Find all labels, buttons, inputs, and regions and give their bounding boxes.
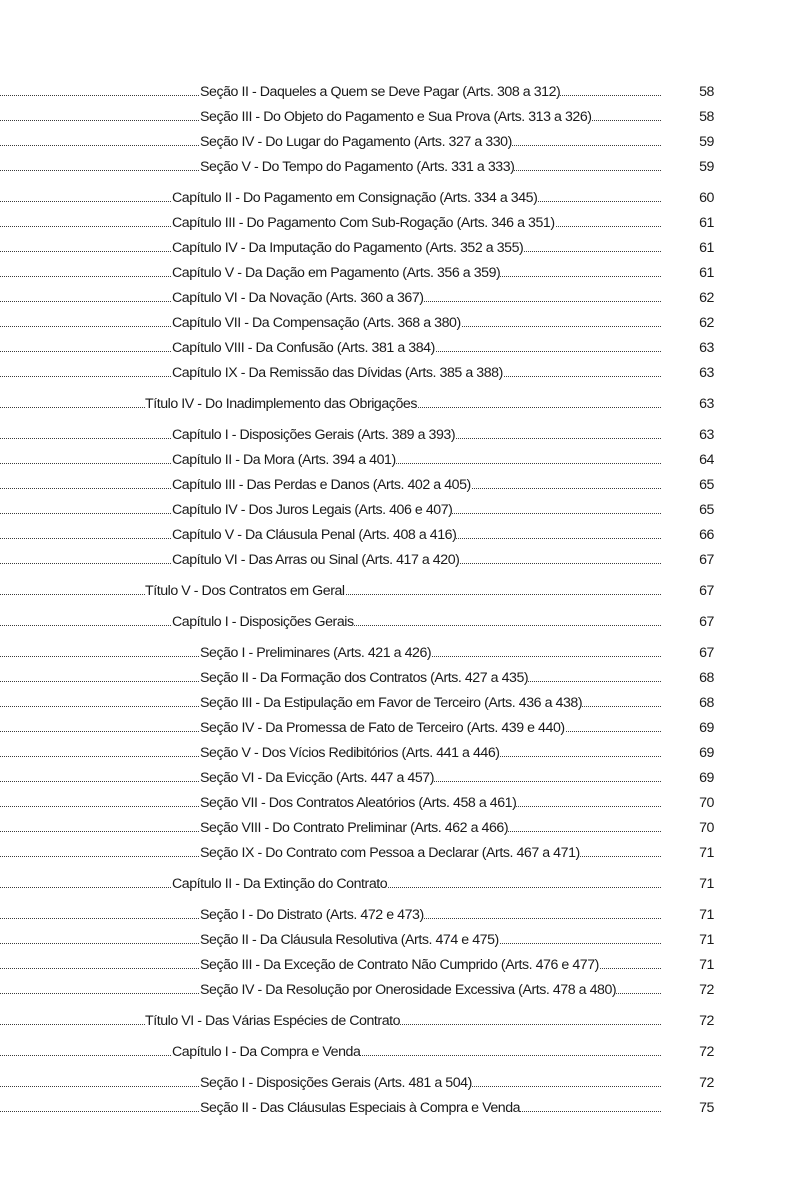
toc-entry-title: Título V - Dos Contratos em Geral [145, 582, 345, 599]
toc-entry-title: Capítulo V - Da Dação em Pagamento (Arts. 356 a 359) [172, 264, 501, 281]
toc-page-number: 67 [699, 613, 714, 630]
toc-entry [0, 765, 800, 790]
toc-entry [0, 422, 800, 447]
toc-entry-title: Seção IX - Do Contrato com Pessoa a Declarar (Arts. 467 a 471) [200, 844, 580, 861]
toc-entry-title: Capítulo I - Disposições Gerais [172, 613, 354, 630]
toc-page-number: 61 [699, 239, 714, 256]
toc-page-number: 61 [699, 214, 714, 231]
toc-page-number: 69 [699, 744, 714, 761]
toc-page-number: 70 [699, 819, 714, 836]
toc-entry-title: Capítulo I - Da Compra e Venda [172, 1043, 361, 1060]
toc-page-number: 59 [699, 133, 714, 150]
toc-entry [0, 104, 800, 129]
toc-page-number: 62 [699, 314, 714, 331]
toc-entry-title: Capítulo VI - Da Novação (Arts. 360 a 367) [172, 289, 424, 306]
toc-page-number: 69 [699, 769, 714, 786]
toc-entry [0, 740, 800, 765]
toc-entry-title: Seção III - Da Estipulação em Favor de Terceiro (Arts. 436 a 438) [200, 694, 583, 711]
toc-page-number: 71 [699, 931, 714, 948]
toc-entry [0, 154, 800, 179]
toc-entry-title: Seção II - Da Formação dos Contratos (Arts. 427 a 435) [200, 669, 529, 686]
toc-page-number: 65 [699, 476, 714, 493]
toc-entry-title: Capítulo IV - Da Imputação do Pagamento (Arts. 352 a 355) [172, 239, 524, 256]
toc-entry-title: Capítulo II - Da Extinção do Contrato [172, 875, 388, 892]
toc-entry-title: Capítulo VII - Da Compensação (Arts. 368 a 380) [172, 314, 461, 331]
toc-entry [0, 1070, 800, 1095]
toc-entry [0, 790, 800, 815]
toc-entry-title: Seção II - Das Cláusulas Especiais à Compra e Venda [200, 1099, 521, 1116]
toc-entry [0, 665, 800, 690]
toc-page-number: 61 [699, 264, 714, 281]
toc-page-number: 67 [699, 644, 714, 661]
toc-page-number: 65 [699, 501, 714, 518]
table-of-contents [0, 79, 800, 1120]
toc-entry [0, 391, 800, 416]
toc-entry [0, 522, 800, 547]
toc-entry [0, 310, 800, 335]
toc-entry-title: Seção I - Preliminares (Arts. 421 a 426) [200, 644, 432, 661]
toc-page-number: 72 [699, 981, 714, 998]
toc-entry [0, 335, 800, 360]
toc-entry-title: Capítulo VI - Das Arras ou Sinal (Arts. 417 a 420) [172, 551, 460, 568]
toc-entry-title: Capítulo III - Do Pagamento Com Sub-Rogação (Arts. 346 a 351) [172, 214, 555, 231]
toc-page-number: 58 [699, 83, 714, 100]
toc-entry-title: Seção I - Do Distrato (Arts. 472 e 473) [200, 906, 424, 923]
toc-entry [0, 578, 800, 603]
toc-entry [0, 260, 800, 285]
toc-entry-title: Seção V - Dos Vícios Redibitórios (Arts. 441 a 446) [200, 744, 500, 761]
toc-entry-title: Título IV - Do Inadimplemento das Obrigações [145, 395, 417, 412]
toc-entry [0, 871, 800, 896]
toc-page-number: 60 [699, 189, 714, 206]
toc-entry-title: Seção IV - Da Resolução por Onerosidade Excessiva (Arts. 478 a 480) [200, 981, 617, 998]
toc-entry [0, 285, 800, 310]
toc-entry-title: Seção VIII - Do Contrato Preliminar (Arts. 462 a 466) [200, 819, 509, 836]
toc-page-number: 72 [699, 1012, 714, 1029]
toc-entry-title: Seção IV - Do Lugar do Pagamento (Arts. 327 a 330) [200, 133, 512, 150]
toc-page-number: 68 [699, 694, 714, 711]
toc-entry-title: Seção I - Disposições Gerais (Arts. 481 a 504) [200, 1074, 472, 1091]
toc-entry [0, 1008, 800, 1033]
toc-page-number: 67 [699, 582, 714, 599]
toc-page-number: 68 [699, 669, 714, 686]
toc-page-number: 66 [699, 526, 714, 543]
toc-entry [0, 185, 800, 210]
toc-entry [0, 447, 800, 472]
toc-page-number: 71 [699, 956, 714, 973]
toc-page-number: 69 [699, 719, 714, 736]
toc-entry-title: Seção II - Da Cláusula Resolutiva (Arts. 474 e 475) [200, 931, 499, 948]
toc-entry-title: Capítulo IV - Dos Juros Legais (Arts. 406 e 407) [172, 501, 453, 518]
toc-entry [0, 840, 800, 865]
toc-entry-title: Seção III - Da Exceção de Contrato Não Cumprido (Arts. 476 e 477) [200, 956, 599, 973]
toc-entry [0, 815, 800, 840]
toc-entry [0, 690, 800, 715]
toc-entry-title: Seção VI - Da Evicção (Arts. 447 a 457) [200, 769, 435, 786]
toc-page-number: 71 [699, 844, 714, 861]
toc-entry [0, 927, 800, 952]
toc-entry-title: Seção II - Daqueles a Quem se Deve Pagar (Arts. 308 a 312) [200, 83, 561, 100]
toc-page-number: 64 [699, 451, 714, 468]
toc-entry [0, 79, 800, 104]
toc-entry-title: Capítulo VIII - Da Confusão (Arts. 381 a 384) [172, 339, 435, 356]
toc-entry-title: Seção III - Do Objeto do Pagamento e Sua Prova (Arts. 313 a 326) [200, 108, 592, 125]
toc-entry-title: Capítulo IX - Da Remissão das Dívidas (Arts. 385 a 388) [172, 364, 503, 381]
toc-entry-title: Capítulo II - Do Pagamento em Consignação (Arts. 334 a 345) [172, 189, 538, 206]
toc-entry [0, 547, 800, 572]
toc-entry [0, 640, 800, 665]
toc-entry [0, 715, 800, 740]
toc-page-number: 72 [699, 1043, 714, 1060]
toc-entry [0, 472, 800, 497]
toc-entry [0, 235, 800, 260]
toc-page-number: 63 [699, 426, 714, 443]
toc-page-number: 58 [699, 108, 714, 125]
toc-entry-title: Título VI - Das Várias Espécies de Contrato [145, 1012, 401, 1029]
toc-page-number: 71 [699, 875, 714, 892]
toc-entry [0, 129, 800, 154]
toc-page-number: 72 [699, 1074, 714, 1091]
toc-entry [0, 977, 800, 1002]
toc-entry [0, 1039, 800, 1064]
toc-entry-title: Seção VII - Dos Contratos Aleatórios (Arts. 458 a 461) [200, 794, 517, 811]
toc-entry-title: Capítulo I - Disposições Gerais (Arts. 389 a 393) [172, 426, 456, 443]
toc-page-number: 67 [699, 551, 714, 568]
toc-entry-title: Seção V - Do Tempo do Pagamento (Arts. 331 a 333) [200, 158, 515, 175]
toc-page-number: 59 [699, 158, 714, 175]
toc-page-number: 63 [699, 395, 714, 412]
toc-entry [0, 497, 800, 522]
toc-entry-title: Capítulo V - Da Cláusula Penal (Arts. 408 a 416) [172, 526, 457, 543]
toc-entry [0, 902, 800, 927]
toc-page-number: 70 [699, 794, 714, 811]
toc-entry [0, 360, 800, 385]
toc-page-number: 75 [699, 1099, 714, 1116]
toc-entry-title: Seção IV - Da Promessa de Fato de Terceiro (Arts. 439 e 440) [200, 719, 565, 736]
toc-entry [0, 1095, 800, 1120]
toc-page-number: 63 [699, 364, 714, 381]
toc-page-number: 71 [699, 906, 714, 923]
toc-entry-title: Capítulo III - Das Perdas e Danos (Arts. 402 a 405) [172, 476, 471, 493]
toc-entry [0, 952, 800, 977]
toc-entry [0, 210, 800, 235]
toc-entry [0, 609, 800, 634]
toc-page-number: 63 [699, 339, 714, 356]
toc-entry-title: Capítulo II - Da Mora (Arts. 394 a 401) [172, 451, 396, 468]
toc-page-number: 62 [699, 289, 714, 306]
